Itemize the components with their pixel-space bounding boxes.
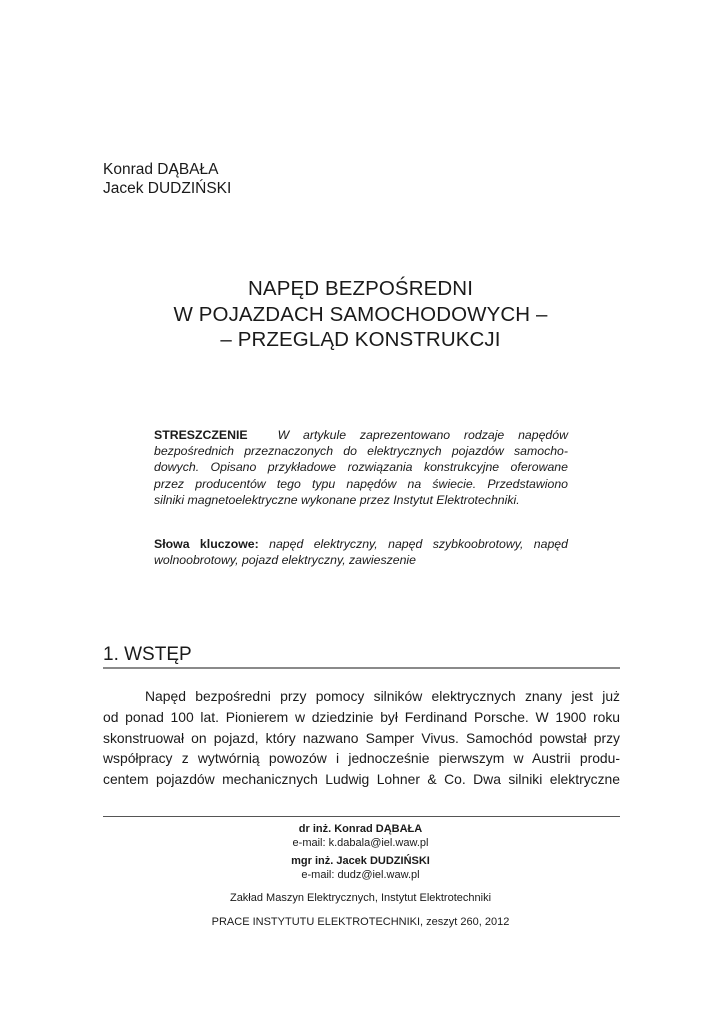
paragraph-line: Napęd bezpośredni przy pomocy silników elektrycznych znany jest już (145, 688, 620, 704)
title-line: NAPĘD BEZPOŚREDNI (248, 277, 473, 300)
abstract (154, 427, 568, 508)
paragraph-line: centem pojazdów mechanicznych Ludwig Lohner & Co. Dwa silniki elektryczne (103, 771, 620, 788)
paragraph-line: skonstruował on pojazd, który nazwano Samper Vivus. Samochód powstał przy (103, 729, 620, 746)
title-line: – PRZEGLĄD KONSTRUKCJI (220, 328, 501, 351)
footnote-author-email: e-mail: k.dabala@iel.waw.pl (292, 837, 429, 849)
title-line: W POJAZDACH SAMOCHODOWYCH – (173, 302, 548, 326)
keywords-first-line (154, 536, 568, 552)
author-name: Jacek DUDZIŃSKI (103, 180, 232, 197)
keywords (154, 536, 568, 568)
abstract-line: silniki magnetoelektryczne wykonane przez Instytut Elektrotechniki. (154, 492, 520, 507)
abstract-line: bezpośrednich przeznaczonych do elektrycznych pojazdów samocho- (154, 444, 568, 459)
abstract-line: dowych. Opisano przykładowe rozwiązania konstrukcyjne oferowane (154, 460, 568, 475)
body-paragraph (103, 686, 620, 790)
footnote-divider (103, 816, 620, 817)
section-divider (103, 667, 620, 669)
keywords-line: napęd elektryczny, napęd szybkoobrotowy, napęd (269, 537, 568, 551)
affiliation: Zakład Maszyn Elektrycznych, Instytut Elektrotechniki (229, 892, 492, 904)
abstract-label: STRESZCZENIE (154, 428, 248, 442)
footnote (0, 822, 721, 929)
keywords-label: Słowa kluczowe: (154, 537, 259, 551)
paragraph-line: współpracy z wytwórnią powozów i jednocześnie pierwszym w Austrii produ- (103, 750, 620, 767)
abstract-line: przez producentów tego typu napędów na świecie. Przedstawiono (154, 476, 568, 491)
keywords-line: wolnoobrotowy, pojazd elektryczny, zawieszenie (154, 553, 417, 568)
abstract-first-line (154, 427, 568, 443)
paragraph-line: od ponad 100 lat. Pionierem w dziedzinie był Ferdinand Porsche. W 1900 roku (103, 708, 620, 725)
author-list (103, 160, 231, 198)
journal-info: PRACE INSTYTUTU ELEKTROTECHNIKI, zeszyt 260, 2012 (211, 916, 510, 928)
footnote-author-email: e-mail: dudz@iel.waw.pl (301, 869, 420, 881)
abstract-line: W artykule zaprezentowano rodzaje napędów (277, 428, 568, 442)
footnote-author-name: mgr inż. Jacek DUDZIŃSKI (291, 855, 430, 867)
footnote-author-name: dr inż. Konrad DĄBAŁA (298, 823, 423, 835)
author-name: Konrad DĄBAŁA (103, 161, 219, 178)
section-heading: 1. WSTĘP (103, 644, 192, 665)
paper-title (0, 276, 721, 353)
